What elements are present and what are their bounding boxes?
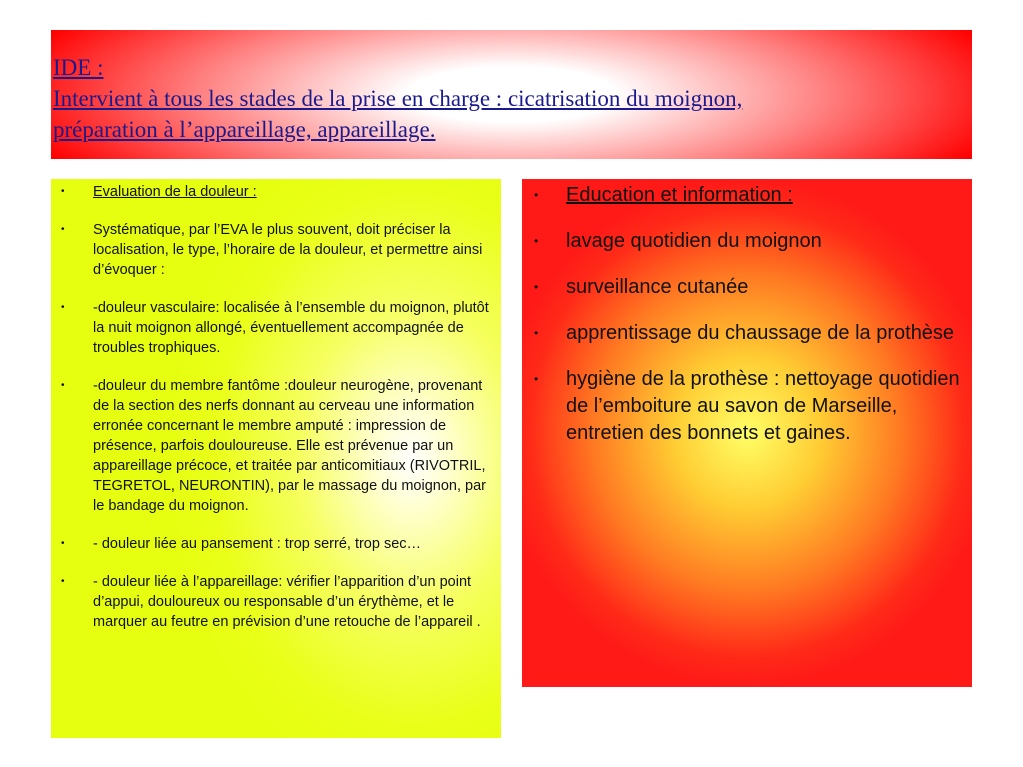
bullet-icon: • (534, 234, 539, 248)
bullet-icon: • (534, 372, 539, 386)
title-line-1: IDE : (53, 55, 104, 80)
right-bullet-list (522, 182, 972, 447)
left-item-text: - douleur liée à l’appareillage: vérifier l’apparition d’un point d’appui, douloureux ou responsable d’un érythème, et le marquer au feutre en prévision d’une retouche de l’appareil . (93, 574, 481, 630)
title-line-2: Intervient à tous les stades de la prise en charge : cicatrisation du moignon, (53, 86, 743, 111)
bullet-icon: • (61, 186, 65, 197)
right-list-item (522, 182, 972, 209)
left-list-item (51, 534, 501, 554)
bullet-icon: • (534, 280, 539, 294)
right-list-item (522, 366, 972, 447)
left-list-item (51, 182, 501, 202)
left-item-heading: Evaluation de la douleur : (93, 184, 257, 200)
right-list-item (522, 320, 972, 347)
left-panel (51, 179, 501, 738)
left-bullet-list (51, 182, 501, 632)
bullet-icon: • (534, 326, 539, 340)
title-line-3: préparation à l’appareillage, appareillage. (53, 117, 436, 142)
bullet-icon: • (61, 380, 65, 391)
left-list-item (51, 298, 501, 358)
bullet-icon: • (61, 302, 65, 313)
right-item-text: hygiène de la prothèse : nettoyage quotidien de l’emboiture au savon de Marseille, entretien des bonnets et gaines. (566, 368, 960, 444)
right-item-text: surveillance cutanée (566, 276, 749, 298)
bullet-icon: • (61, 538, 65, 549)
bullet-icon: • (61, 576, 65, 587)
left-item-text: -douleur vasculaire: localisée à l’ensemble du moignon, plutôt la nuit moignon allongé, éventuellement accompagnée de troubles trophiques. (93, 300, 489, 356)
left-item-text: Systématique, par l’EVA le plus souvent, doit préciser la localisation, le type, l’horaire de la douleur, et permettre ainsi d’évoquer : (93, 222, 483, 278)
right-item-text: lavage quotidien du moignon (566, 230, 822, 252)
left-item-text: - douleur liée au pansement : trop serré, trop sec… (93, 536, 422, 552)
left-list-item (51, 220, 501, 280)
right-panel (522, 179, 972, 687)
right-list-item (522, 274, 972, 301)
bullet-icon: • (61, 224, 65, 235)
right-list-item (522, 228, 972, 255)
title-box (51, 30, 972, 159)
bullet-icon: • (534, 188, 539, 202)
right-item-heading: Education et information : (566, 184, 793, 206)
right-item-text: apprentissage du chaussage de la prothèse (566, 322, 955, 344)
left-list-item (51, 572, 501, 632)
left-list-item (51, 376, 501, 516)
left-item-text: -douleur du membre fantôme :douleur neurogène, provenant de la section des nerfs donnant au cerveau une information erronée concernant le membre amputé : impression de présence, parfois douloureuse. Elle est prévenue par un appareillage précoce, et traitée par anticomitiaux (RIVOTRIL, TEGRETOL, NEURONTIN), par le massage du moignon, par le bandage du moignon. (93, 378, 486, 514)
